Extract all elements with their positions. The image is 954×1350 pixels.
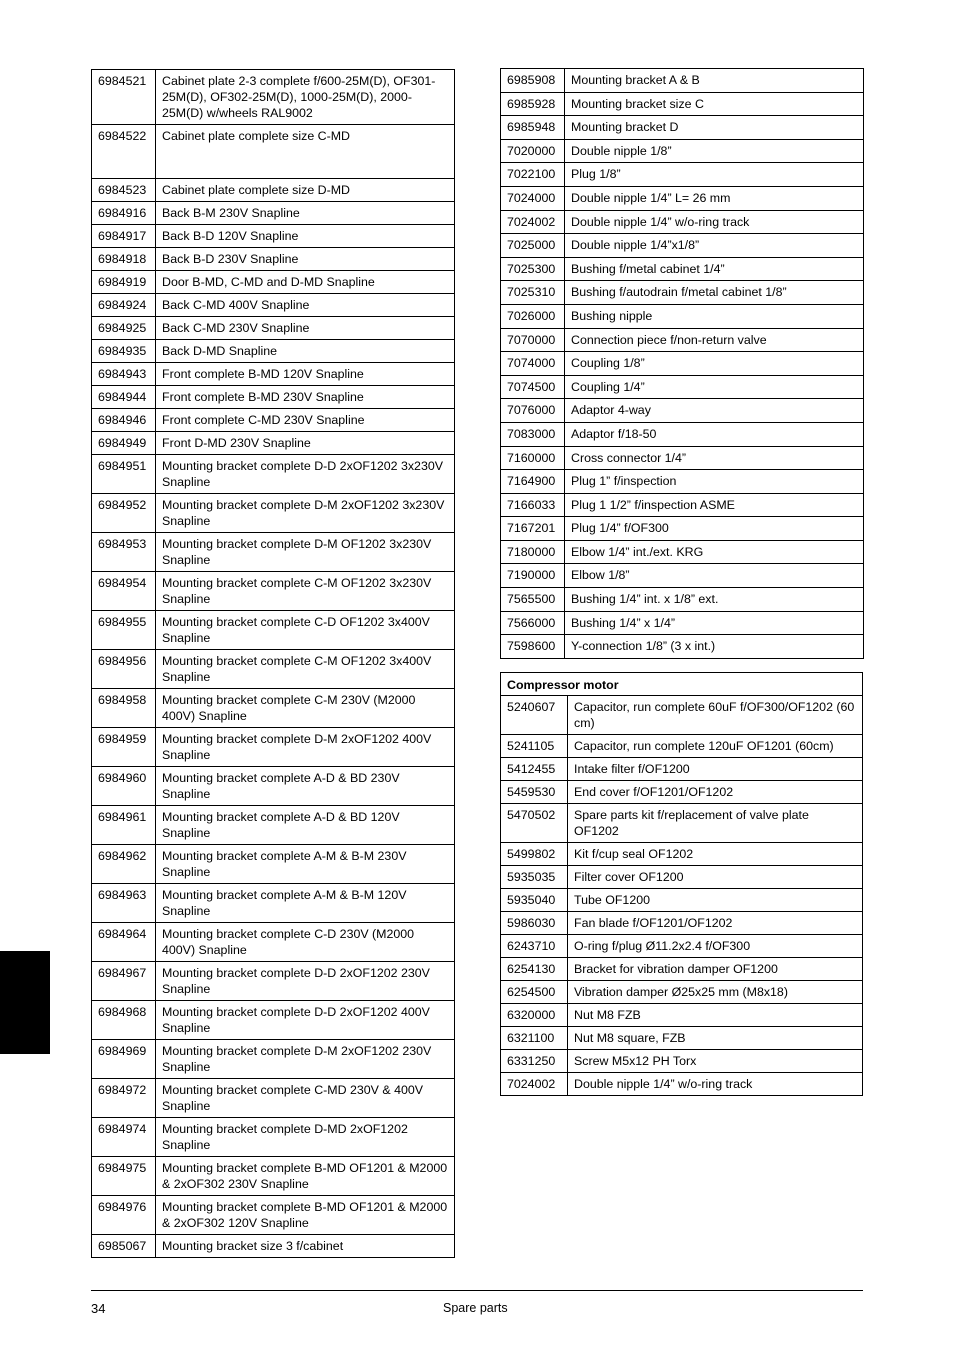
part-number: 6985067 bbox=[92, 1235, 156, 1258]
part-number: 5412455 bbox=[501, 758, 568, 781]
table-row bbox=[92, 611, 455, 650]
part-description: Door B-MD, C-MD and D-MD Snapline bbox=[156, 271, 455, 294]
parts-table-right-body bbox=[501, 69, 864, 659]
table-row bbox=[92, 125, 455, 179]
table-row bbox=[501, 69, 864, 93]
part-number: 6985908 bbox=[501, 69, 565, 93]
part-number: 7190000 bbox=[501, 564, 565, 588]
table-row bbox=[501, 493, 864, 517]
part-description: Front D-MD 230V Snapline bbox=[156, 432, 455, 455]
part-number: 6984943 bbox=[92, 363, 156, 386]
table-row bbox=[501, 981, 863, 1004]
table-row bbox=[92, 70, 455, 125]
table-row bbox=[92, 689, 455, 728]
table-row bbox=[501, 517, 864, 541]
table-row bbox=[501, 958, 863, 981]
part-description: Tube OF1200 bbox=[568, 889, 863, 912]
part-number: 6984924 bbox=[92, 294, 156, 317]
part-description: Filter cover OF1200 bbox=[568, 866, 863, 889]
part-description: Front complete C-MD 230V Snapline bbox=[156, 409, 455, 432]
table-row bbox=[92, 1001, 455, 1040]
part-number: 6985928 bbox=[501, 92, 565, 116]
part-description: Elbow 1/8” bbox=[565, 564, 864, 588]
compressor-motor-title: Compressor motor bbox=[501, 673, 863, 696]
part-number: 5459530 bbox=[501, 781, 568, 804]
part-description: Mounting bracket complete C-M OF1202 3x230V Snapline bbox=[156, 572, 455, 611]
table-row bbox=[92, 1235, 455, 1258]
part-description: Screw M5x12 PH Torx bbox=[568, 1050, 863, 1073]
part-number: 6984946 bbox=[92, 409, 156, 432]
table-row bbox=[501, 696, 863, 735]
part-description: Mounting bracket A & B bbox=[565, 69, 864, 93]
table-row bbox=[501, 889, 863, 912]
part-number: 6331250 bbox=[501, 1050, 568, 1073]
part-number: 7166033 bbox=[501, 493, 565, 517]
part-description: Mounting bracket complete A-M & B-M 120V Snapline bbox=[156, 884, 455, 923]
part-number: 7164900 bbox=[501, 470, 565, 494]
part-description: Mounting bracket complete B-MD OF1201 & M2000 & 2xOF302 230V Snapline bbox=[156, 1157, 455, 1196]
part-description: Adaptor f/18-50 bbox=[565, 422, 864, 446]
table-row bbox=[501, 163, 864, 187]
part-description: Cabinet plate 2-3 complete f/600-25M(D), OF301-25M(D), OF302-25M(D), 1000-25M(D), 2000-25M(D) w/wheels RAL9002 bbox=[156, 70, 455, 125]
footer-title: Spare parts bbox=[443, 1301, 508, 1315]
part-description: Mounting bracket complete D-M 2xOF1202 400V Snapline bbox=[156, 728, 455, 767]
table-row bbox=[501, 758, 863, 781]
part-number: 6984522 bbox=[92, 125, 156, 179]
part-description: Mounting bracket complete A-D & BD 120V Snapline bbox=[156, 806, 455, 845]
part-number: 6984918 bbox=[92, 248, 156, 271]
table-row bbox=[501, 866, 863, 889]
parts-table-left-body bbox=[92, 70, 455, 1258]
part-number: 7024002 bbox=[501, 210, 565, 234]
table-row bbox=[501, 588, 864, 612]
table-row bbox=[501, 1050, 863, 1073]
table-row bbox=[92, 1118, 455, 1157]
part-number: 6243710 bbox=[501, 935, 568, 958]
table-row bbox=[92, 572, 455, 611]
part-description: Back B-D 120V Snapline bbox=[156, 225, 455, 248]
part-number: 6254500 bbox=[501, 981, 568, 1004]
part-description: Mounting bracket complete C-D OF1202 3x400V Snapline bbox=[156, 611, 455, 650]
part-description: Capacitor, run complete 120uF OF1201 (60cm) bbox=[568, 735, 863, 758]
part-description: Elbow 1/4” int./ext. KRG bbox=[565, 540, 864, 564]
table-row bbox=[501, 210, 864, 234]
part-number: 6984955 bbox=[92, 611, 156, 650]
part-description: Mounting bracket complete D-D 2xOF1202 230V Snapline bbox=[156, 962, 455, 1001]
part-description: Mounting bracket complete D-MD 2xOF1202 Snapline bbox=[156, 1118, 455, 1157]
table-row bbox=[92, 271, 455, 294]
table-row bbox=[501, 804, 863, 843]
part-description: Mounting bracket complete D-D 2xOF1202 3x230V Snapline bbox=[156, 455, 455, 494]
table-row bbox=[501, 375, 864, 399]
part-description: Mounting bracket complete D-D 2xOF1202 400V Snapline bbox=[156, 1001, 455, 1040]
parts-table-right bbox=[500, 68, 864, 659]
part-number: 7074500 bbox=[501, 375, 565, 399]
table-row bbox=[92, 248, 455, 271]
part-description: Mounting bracket complete D-M OF1202 3x230V Snapline bbox=[156, 533, 455, 572]
part-number: 7565500 bbox=[501, 588, 565, 612]
part-number: 6984925 bbox=[92, 317, 156, 340]
part-number: 7598600 bbox=[501, 635, 565, 659]
table-row bbox=[92, 386, 455, 409]
table-row bbox=[501, 352, 864, 376]
part-number: 7020000 bbox=[501, 139, 565, 163]
part-number: 7026000 bbox=[501, 304, 565, 328]
part-number: 6984964 bbox=[92, 923, 156, 962]
part-number: 6984951 bbox=[92, 455, 156, 494]
part-description: Mounting bracket complete B-MD OF1201 & M2000 & 2xOF302 120V Snapline bbox=[156, 1196, 455, 1235]
part-number: 5470502 bbox=[501, 804, 568, 843]
table-row bbox=[92, 202, 455, 225]
part-description: Double nipple 1/4” L= 26 mm bbox=[565, 186, 864, 210]
part-number: 7025310 bbox=[501, 281, 565, 305]
table-row bbox=[92, 317, 455, 340]
part-number: 6984962 bbox=[92, 845, 156, 884]
part-description: Bushing 1/4” int. x 1/8” ext. bbox=[565, 588, 864, 612]
part-description: Connection piece f/non-return valve bbox=[565, 328, 864, 352]
part-description: Cabinet plate complete size C-MD bbox=[156, 125, 455, 179]
part-number: 7070000 bbox=[501, 328, 565, 352]
table-row bbox=[92, 806, 455, 845]
part-description: O-ring f/plug Ø11.2x2.4 f/OF300 bbox=[568, 935, 863, 958]
table-row bbox=[501, 186, 864, 210]
part-description: Back B-M 230V Snapline bbox=[156, 202, 455, 225]
part-description: Plug 1/8” bbox=[565, 163, 864, 187]
part-description: Back B-D 230V Snapline bbox=[156, 248, 455, 271]
table-row bbox=[501, 735, 863, 758]
part-description: Back C-MD 230V Snapline bbox=[156, 317, 455, 340]
part-description: Double nipple 1/8” bbox=[565, 139, 864, 163]
part-description: Bushing f/metal cabinet 1/4” bbox=[565, 257, 864, 281]
part-number: 6984919 bbox=[92, 271, 156, 294]
table-row bbox=[501, 470, 864, 494]
part-number: 6984956 bbox=[92, 650, 156, 689]
table-row bbox=[501, 540, 864, 564]
part-number: 6984969 bbox=[92, 1040, 156, 1079]
part-description: Coupling 1/4” bbox=[565, 375, 864, 399]
table-row bbox=[92, 884, 455, 923]
part-number: 6984959 bbox=[92, 728, 156, 767]
table-row bbox=[501, 422, 864, 446]
table-row bbox=[501, 234, 864, 258]
table-row bbox=[501, 1004, 863, 1027]
part-description: Plug 1/4” f/OF300 bbox=[565, 517, 864, 541]
part-number: 7566000 bbox=[501, 611, 565, 635]
part-description: Double nipple 1/4” w/o-ring track bbox=[565, 210, 864, 234]
part-number: 7024002 bbox=[501, 1073, 568, 1096]
part-description: Coupling 1/8” bbox=[565, 352, 864, 376]
table-row bbox=[92, 494, 455, 533]
part-number: 5499802 bbox=[501, 843, 568, 866]
part-number: 7180000 bbox=[501, 540, 565, 564]
table-row bbox=[501, 92, 864, 116]
part-description: Mounting bracket complete C-MD 230V & 400V Snapline bbox=[156, 1079, 455, 1118]
table-row bbox=[501, 446, 864, 470]
part-description: Bushing 1/4” x 1/4” bbox=[565, 611, 864, 635]
table-row bbox=[92, 962, 455, 1001]
part-number: 6984952 bbox=[92, 494, 156, 533]
part-number: 7076000 bbox=[501, 399, 565, 423]
part-number: 7083000 bbox=[501, 422, 565, 446]
part-number: 7024000 bbox=[501, 186, 565, 210]
table-row bbox=[92, 432, 455, 455]
part-description: Intake filter f/OF1200 bbox=[568, 758, 863, 781]
part-description: Double nipple 1/4” w/o-ring track bbox=[568, 1073, 863, 1096]
compressor-motor-table-body bbox=[501, 673, 863, 1096]
part-number: 6984954 bbox=[92, 572, 156, 611]
table-row bbox=[501, 611, 864, 635]
table-row bbox=[501, 304, 864, 328]
table-row bbox=[92, 845, 455, 884]
table-row bbox=[92, 294, 455, 317]
part-number: 6984972 bbox=[92, 1079, 156, 1118]
table-row bbox=[501, 781, 863, 804]
part-description: Cross connector 1/4” bbox=[565, 446, 864, 470]
part-description: Plug 1” f/inspection bbox=[565, 470, 864, 494]
part-description: Mounting bracket complete A-M & B-M 230V Snapline bbox=[156, 845, 455, 884]
part-description: Cabinet plate complete size D-MD bbox=[156, 179, 455, 202]
part-description: Mounting bracket size 3 f/cabinet bbox=[156, 1235, 455, 1258]
part-number: 7167201 bbox=[501, 517, 565, 541]
table-row bbox=[92, 409, 455, 432]
part-number: 6254130 bbox=[501, 958, 568, 981]
part-description: Mounting bracket complete C-M OF1202 3x400V Snapline bbox=[156, 650, 455, 689]
compressor-motor-table bbox=[500, 672, 863, 1096]
table-row bbox=[92, 225, 455, 248]
table-row bbox=[92, 533, 455, 572]
part-number: 6984935 bbox=[92, 340, 156, 363]
table-row bbox=[92, 650, 455, 689]
part-description: Fan blade f/OF1201/OF1202 bbox=[568, 912, 863, 935]
table-row bbox=[501, 935, 863, 958]
part-description: Mounting bracket complete C-M 230V (M2000 400V) Snapline bbox=[156, 689, 455, 728]
part-number: 6984960 bbox=[92, 767, 156, 806]
part-description: Adaptor 4-way bbox=[565, 399, 864, 423]
part-number: 6984958 bbox=[92, 689, 156, 728]
part-description: End cover f/OF1201/OF1202 bbox=[568, 781, 863, 804]
part-description: Capacitor, run complete 60uF f/OF300/OF1202 (60 cm) bbox=[568, 696, 863, 735]
part-description: Y-connection 1/8” (3 x int.) bbox=[565, 635, 864, 659]
table-row bbox=[501, 139, 864, 163]
table-row bbox=[92, 1040, 455, 1079]
part-description: Bushing nipple bbox=[565, 304, 864, 328]
part-description: Back D-MD Snapline bbox=[156, 340, 455, 363]
parts-table-left bbox=[91, 69, 455, 1258]
part-number: 6320000 bbox=[501, 1004, 568, 1027]
part-number: 6984974 bbox=[92, 1118, 156, 1157]
part-number: 5241105 bbox=[501, 735, 568, 758]
part-number: 6984523 bbox=[92, 179, 156, 202]
part-description: Mounting bracket complete D-M 2xOF1202 3x230V Snapline bbox=[156, 494, 455, 533]
part-number: 6984917 bbox=[92, 225, 156, 248]
part-description: Back C-MD 400V Snapline bbox=[156, 294, 455, 317]
part-number: 7025000 bbox=[501, 234, 565, 258]
part-number: 7022100 bbox=[501, 163, 565, 187]
table-row bbox=[501, 1027, 863, 1050]
part-description: Front complete B-MD 120V Snapline bbox=[156, 363, 455, 386]
part-description: Double nipple 1/4”x1/8” bbox=[565, 234, 864, 258]
table-row bbox=[92, 923, 455, 962]
table-row bbox=[501, 1073, 863, 1096]
part-description: Nut M8 FZB bbox=[568, 1004, 863, 1027]
table-row bbox=[92, 1157, 455, 1196]
part-description: Nut M8 square, FZB bbox=[568, 1027, 863, 1050]
part-number: 6984953 bbox=[92, 533, 156, 572]
table-row bbox=[501, 564, 864, 588]
part-number: 6984521 bbox=[92, 70, 156, 125]
part-description: Mounting bracket complete D-M 2xOF1202 230V Snapline bbox=[156, 1040, 455, 1079]
part-number: 6984967 bbox=[92, 962, 156, 1001]
page-number: 34 bbox=[91, 1301, 106, 1316]
table-row bbox=[92, 1079, 455, 1118]
table-row bbox=[92, 455, 455, 494]
table-row bbox=[92, 1196, 455, 1235]
table-row bbox=[501, 912, 863, 935]
table-row bbox=[501, 328, 864, 352]
table-header-row bbox=[501, 673, 863, 696]
table-row bbox=[501, 843, 863, 866]
part-description: Vibration damper Ø25x25 mm (M8x18) bbox=[568, 981, 863, 1004]
table-row bbox=[92, 340, 455, 363]
part-number: 6984916 bbox=[92, 202, 156, 225]
part-number: 7074000 bbox=[501, 352, 565, 376]
part-number: 5240607 bbox=[501, 696, 568, 735]
part-number: 5935040 bbox=[501, 889, 568, 912]
part-number: 6985948 bbox=[501, 116, 565, 140]
table-row bbox=[501, 257, 864, 281]
part-description: Mounting bracket size C bbox=[565, 92, 864, 116]
part-description: Mounting bracket D bbox=[565, 116, 864, 140]
table-row bbox=[92, 728, 455, 767]
part-description: Bushing f/autodrain f/metal cabinet 1/8” bbox=[565, 281, 864, 305]
part-number: 6984961 bbox=[92, 806, 156, 845]
part-number: 6984949 bbox=[92, 432, 156, 455]
part-number: 6984968 bbox=[92, 1001, 156, 1040]
section-tab-marker bbox=[0, 951, 50, 1054]
table-row bbox=[92, 767, 455, 806]
part-description: Plug 1 1/2” f/inspection ASME bbox=[565, 493, 864, 517]
part-description: Mounting bracket complete A-D & BD 230V Snapline bbox=[156, 767, 455, 806]
part-number: 7160000 bbox=[501, 446, 565, 470]
part-number: 7025300 bbox=[501, 257, 565, 281]
part-description: Kit f/cup seal OF1202 bbox=[568, 843, 863, 866]
part-number: 6984944 bbox=[92, 386, 156, 409]
part-number: 6321100 bbox=[501, 1027, 568, 1050]
part-number: 6984975 bbox=[92, 1157, 156, 1196]
table-row bbox=[501, 281, 864, 305]
part-number: 6984976 bbox=[92, 1196, 156, 1235]
part-number: 5986030 bbox=[501, 912, 568, 935]
part-number: 5935035 bbox=[501, 866, 568, 889]
part-description: Front complete B-MD 230V Snapline bbox=[156, 386, 455, 409]
part-number: 6984963 bbox=[92, 884, 156, 923]
part-description: Mounting bracket complete C-D 230V (M2000 400V) Snapline bbox=[156, 923, 455, 962]
table-row bbox=[92, 179, 455, 202]
part-description: Spare parts kit f/replacement of valve plate OF1202 bbox=[568, 804, 863, 843]
table-row bbox=[501, 635, 864, 659]
part-description: Bracket for vibration damper OF1200 bbox=[568, 958, 863, 981]
table-row bbox=[92, 363, 455, 386]
table-row bbox=[501, 116, 864, 140]
table-row bbox=[501, 399, 864, 423]
footer-divider bbox=[91, 1290, 863, 1291]
